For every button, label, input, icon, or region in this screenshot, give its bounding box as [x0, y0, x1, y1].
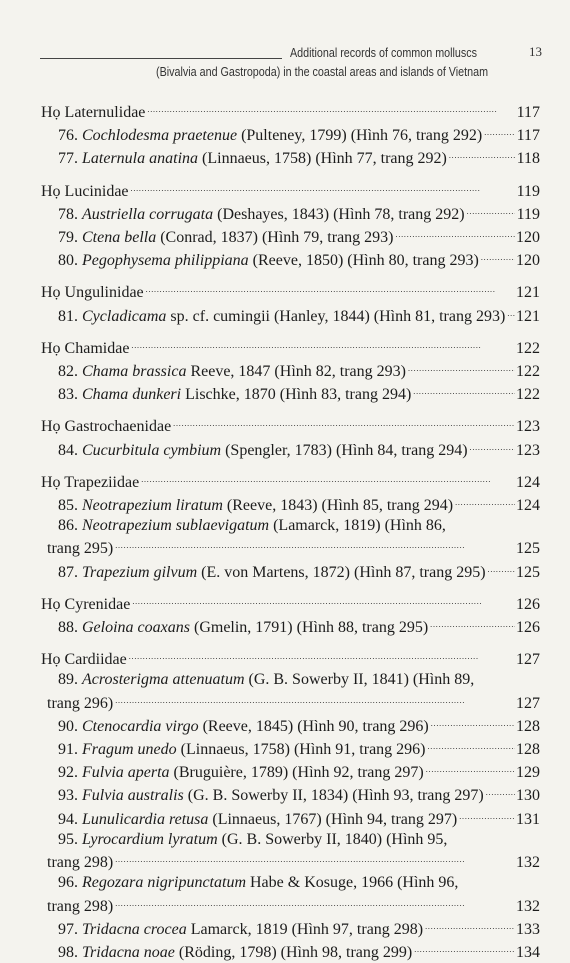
family-name: Họ Chamidae	[41, 339, 130, 357]
species-name: Geloina coaxans	[82, 619, 190, 637]
species-authority: (G. B. Sowerby II, 1840) (Hình 95,	[221, 830, 448, 848]
header-rule	[40, 58, 282, 59]
toc-family-row	[41, 647, 540, 670]
toc-family-row	[41, 280, 540, 303]
dot-leader	[481, 248, 515, 268]
species-authority: Reeve, 1847 (Hình 82, trang 293)	[190, 363, 406, 381]
species-page: 131	[516, 810, 540, 828]
toc-species-row	[41, 359, 540, 382]
species-continuation-text: trang 298)	[47, 854, 114, 872]
toc-species-row	[41, 202, 540, 225]
species-page: 117	[516, 127, 540, 145]
toc-species-row	[41, 146, 540, 169]
header-title-line2: (Bivalvia and Gastropoda) in the coastal areas and islands of Vietnam	[156, 65, 489, 79]
species-name: Cycladicama	[82, 307, 167, 325]
dot-leader	[426, 760, 515, 780]
species-number: 78.	[58, 205, 78, 223]
toc-species-row	[41, 783, 540, 806]
family-name: Họ Trapeziidae	[41, 473, 140, 491]
species-name: Lyrocardium lyratum	[82, 830, 218, 848]
species-page: 129	[516, 764, 540, 782]
family-page: 121	[516, 284, 540, 302]
toc-species-row	[41, 873, 540, 893]
species-number: 88.	[58, 619, 78, 637]
toc-species-row	[41, 123, 540, 146]
species-text	[58, 307, 505, 327]
dot-leader	[146, 280, 515, 300]
dot-leader	[431, 714, 515, 734]
species-number: 95.	[58, 830, 78, 848]
species-page: 132	[516, 897, 540, 915]
species-authority: (Deshayes, 1843) (Hình 78, trang 292)	[217, 205, 465, 223]
species-authority: (Bruguière, 1789) (Hình 92, trang 297)	[173, 764, 424, 782]
species-name: Neotrapezium sublaevigatum	[82, 517, 270, 535]
species-number: 86.	[58, 517, 78, 535]
species-authority: (Reeve, 1850) (Hình 80, trang 293)	[252, 252, 479, 270]
species-number: 80.	[58, 252, 78, 270]
species-text	[58, 873, 458, 893]
species-number: 89.	[58, 671, 78, 689]
toc-species-row	[41, 438, 540, 461]
species-name: Laternula anatina	[82, 150, 199, 168]
species-name: Cucurbitula cymbium	[82, 441, 222, 459]
family-name: Họ Cyrenidae	[41, 595, 131, 613]
species-authority: (Linnaeus, 1767) (Hình 94, trang 297)	[212, 810, 458, 828]
species-text	[58, 943, 412, 963]
toc-family-row	[41, 336, 540, 359]
toc-species-row	[41, 714, 540, 737]
toc-family-row	[41, 470, 540, 493]
dot-leader	[115, 536, 515, 556]
species-number: 85.	[58, 497, 78, 515]
species-number: 96.	[58, 874, 78, 892]
dot-leader	[131, 336, 515, 356]
species-number: 84.	[58, 441, 78, 459]
family-name: Họ Laternulidae	[41, 104, 146, 121]
toc-family-row	[41, 100, 540, 123]
species-name: Chama dunkeri	[82, 386, 182, 404]
dot-leader	[115, 850, 515, 870]
species-text	[58, 717, 429, 737]
species-continuation-text: trang 296)	[47, 694, 114, 712]
species-authority: (Gmelin, 1791) (Hình 88, trang 295)	[193, 619, 429, 637]
species-authority: (Conrad, 1837) (Hình 79, trang 293)	[160, 229, 394, 247]
species-number: 81.	[58, 307, 78, 325]
dot-leader	[115, 691, 515, 711]
toc-species-continuation	[41, 850, 540, 873]
species-name: Lunulicardia retusa	[82, 810, 209, 828]
species-name: Neotrapezium liratum	[82, 497, 223, 515]
species-text	[58, 920, 423, 940]
toc-species-row	[41, 760, 540, 783]
species-text	[58, 228, 394, 248]
species-page: 128	[516, 741, 540, 759]
species-name: Austriella corrugata	[82, 205, 214, 223]
species-page: 130	[516, 787, 540, 805]
species-authority: (E. von Martens, 1872) (Hình 87, trang 295)	[201, 563, 486, 581]
species-authority: (Reeve, 1845) (Hình 90, trang 296)	[202, 717, 429, 735]
species-number: 94.	[58, 810, 78, 828]
species-authority: sp. cf. cumingii (Hanley, 1844) (Hình 81, trang 293)	[170, 307, 506, 325]
family-page: 127	[516, 651, 540, 669]
toc-species-row	[41, 940, 540, 963]
species-authority: (Lamarck, 1819) (Hình 86,	[273, 517, 446, 535]
species-authority: (Pulteney, 1799) (Hình 76, trang 292)	[241, 127, 483, 145]
species-page: 124	[516, 497, 540, 515]
species-number: 77.	[58, 150, 78, 168]
species-page: 120	[516, 252, 540, 270]
dot-leader	[459, 807, 515, 827]
species-authority: (G. B. Sowerby II, 1841) (Hình 89,	[248, 671, 475, 689]
species-page: 125	[516, 563, 540, 581]
toc-species-row	[41, 670, 540, 690]
species-text	[58, 126, 482, 146]
header-title-line1: Additional records of common molluscs	[290, 46, 478, 60]
family-page: 126	[516, 595, 540, 613]
dot-leader	[484, 123, 515, 143]
species-authority: Lischke, 1870 (Hình 83, trang 294)	[185, 386, 412, 404]
species-continuation-text: trang 295)	[47, 540, 114, 558]
dot-leader	[408, 359, 515, 379]
family-page: 124	[516, 473, 540, 491]
family-name: Họ Gastrochaenidae	[41, 418, 172, 436]
species-text	[58, 496, 453, 516]
species-text	[58, 786, 484, 806]
species-text	[58, 618, 428, 638]
toc-species-row	[41, 382, 540, 405]
species-text	[58, 251, 479, 271]
dot-leader	[173, 414, 515, 434]
dot-leader	[129, 647, 515, 667]
species-authority: Habe & Kosuge, 1966 (Hình 96,	[250, 874, 459, 892]
dot-leader	[449, 146, 515, 166]
species-number: 82.	[58, 363, 78, 381]
species-number: 92.	[58, 764, 78, 782]
species-number: 98.	[58, 943, 78, 961]
species-text	[58, 149, 447, 169]
species-authority: (Spengler, 1783) (Hình 84, trang 294)	[225, 441, 468, 459]
species-name: Chama brassica	[82, 363, 187, 381]
species-page: 123	[516, 441, 540, 459]
species-page: 119	[516, 205, 540, 223]
species-page: 127	[516, 694, 540, 712]
species-authority: (Röding, 1798) (Hình 98, trang 299)	[178, 943, 413, 961]
page-number: 13	[529, 44, 542, 59]
toc-family-row	[41, 179, 540, 202]
species-page: 132	[516, 854, 540, 872]
dot-leader	[131, 179, 515, 199]
toc-species-continuation	[41, 691, 540, 714]
species-page: 121	[516, 307, 540, 325]
species-name: Acrosterigma attenuatum	[82, 671, 245, 689]
species-text	[58, 362, 406, 382]
species-page: 128	[516, 717, 540, 735]
table-of-contents	[41, 100, 540, 963]
dot-leader	[430, 615, 515, 635]
species-text	[58, 830, 447, 850]
dot-leader	[425, 917, 515, 937]
species-name: Ctena bella	[82, 229, 157, 247]
toc-species-row	[41, 493, 540, 516]
species-page: 133	[516, 920, 540, 938]
dot-leader	[147, 100, 515, 120]
family-page: 119	[516, 182, 540, 200]
dot-leader	[486, 783, 515, 803]
dot-leader	[470, 438, 515, 458]
toc-species-row	[41, 830, 540, 850]
species-name: Ctenocardia virgo	[82, 717, 199, 735]
species-name: Fulvia australis	[82, 787, 184, 805]
species-page: 118	[516, 150, 540, 168]
family-page: 117	[516, 104, 540, 121]
species-page: 126	[516, 619, 540, 637]
family-page: 122	[516, 339, 540, 357]
species-page: 122	[516, 363, 540, 381]
dot-leader	[414, 940, 515, 960]
species-number: 76.	[58, 127, 78, 145]
toc-species-row	[41, 304, 540, 327]
toc-species-row	[41, 737, 540, 760]
species-name: Tridacna crocea	[82, 920, 187, 938]
toc-species-row	[41, 516, 540, 536]
toc-species-continuation	[41, 894, 540, 917]
species-text	[58, 563, 486, 583]
toc-species-row	[41, 248, 540, 271]
species-number: 90.	[58, 717, 78, 735]
toc-family-row	[41, 592, 540, 615]
dot-leader	[141, 470, 515, 490]
family-name: Họ Lucinidae	[41, 182, 129, 200]
species-name: Cochlodesma praetenue	[82, 127, 238, 145]
species-text	[58, 740, 426, 760]
toc-species-row	[41, 225, 540, 248]
dot-leader	[115, 894, 515, 914]
species-authority: (Linnaeus, 1758) (Hình 77, trang 292)	[202, 150, 447, 168]
species-text	[58, 763, 424, 783]
species-page: 122	[516, 386, 540, 404]
toc-family-row	[41, 414, 540, 437]
species-number: 91.	[58, 741, 78, 759]
species-name: Trapezium gilvum	[82, 563, 198, 581]
dot-leader	[132, 592, 515, 612]
species-name: Regozara nigripunctatum	[82, 874, 246, 892]
species-authority: (Linnaeus, 1758) (Hình 91, trang 296)	[180, 741, 426, 759]
species-name: Fragum unedo	[82, 741, 177, 759]
species-continuation-text: trang 298)	[47, 897, 114, 915]
species-name: Pegophysema philippiana	[82, 252, 249, 270]
dot-leader	[507, 304, 515, 324]
species-authority: (Reeve, 1843) (Hình 85, trang 294)	[226, 497, 454, 515]
dot-leader	[428, 737, 516, 757]
species-authority: (G. B. Sowerby II, 1834) (Hình 93, trang 297)	[187, 787, 484, 805]
family-page: 123	[516, 418, 540, 436]
family-name: Họ Ungulinidae	[41, 284, 144, 302]
dot-leader	[467, 202, 515, 222]
species-number: 83.	[58, 386, 78, 404]
species-authority: Lamarck, 1819 (Hình 97, trang 298)	[190, 920, 424, 938]
toc-species-row	[41, 615, 540, 638]
species-text	[58, 205, 465, 225]
species-number: 97.	[58, 920, 78, 938]
dot-leader	[396, 225, 515, 245]
species-page: 125	[516, 540, 540, 558]
species-text	[58, 385, 411, 405]
dot-leader	[488, 560, 515, 580]
species-number: 87.	[58, 563, 78, 581]
species-text	[58, 810, 457, 830]
toc-species-row	[41, 917, 540, 940]
toc-species-continuation	[41, 536, 540, 559]
toc-species-row	[41, 807, 540, 830]
toc-species-row	[41, 560, 540, 583]
species-number: 79.	[58, 229, 78, 247]
species-text	[58, 516, 446, 536]
species-text	[58, 670, 474, 690]
species-text	[58, 441, 468, 461]
family-name: Họ Cardiidae	[41, 651, 127, 669]
species-page: 134	[516, 943, 540, 961]
species-name: Tridacna noae	[82, 943, 175, 961]
dot-leader	[455, 493, 515, 513]
species-page: 120	[516, 229, 540, 247]
species-number: 93.	[58, 787, 78, 805]
dot-leader	[413, 382, 515, 402]
species-name: Fulvia aperta	[82, 764, 170, 782]
